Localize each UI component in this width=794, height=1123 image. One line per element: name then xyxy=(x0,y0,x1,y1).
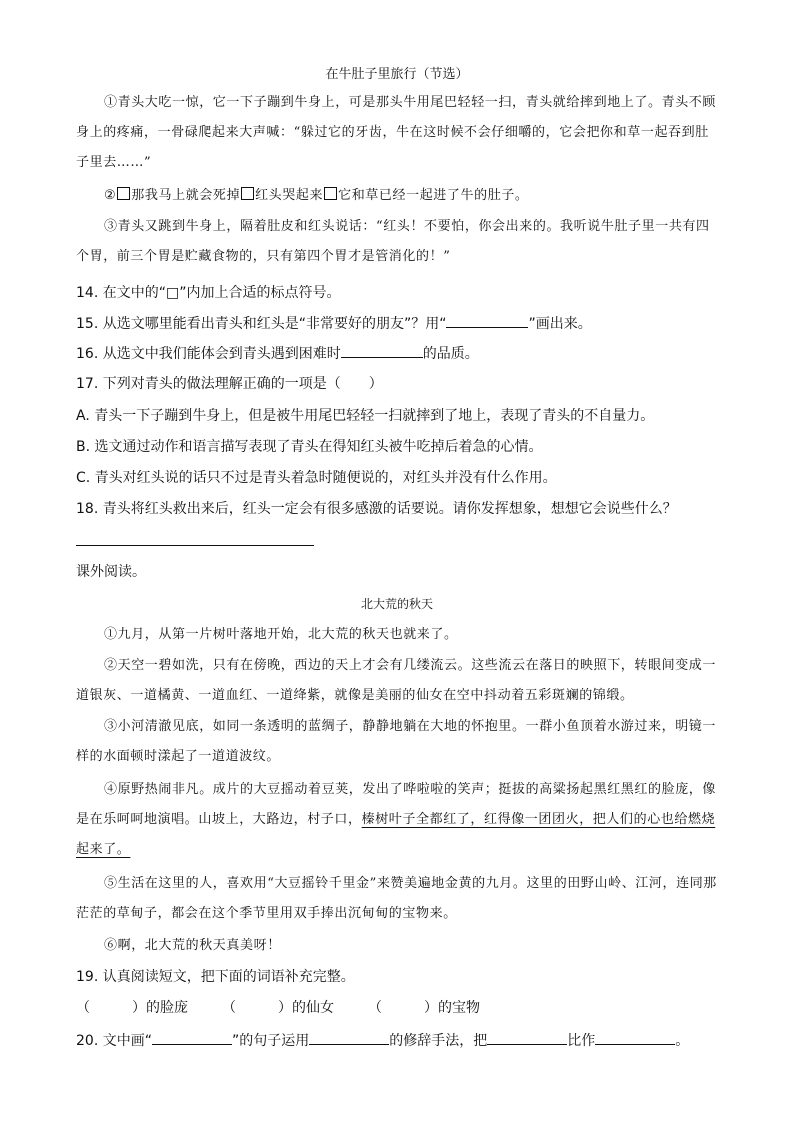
question-15: 15. 从选文哪里能看出青头和红头是“非常要好的朋友”？用“ ”画出来。 xyxy=(76,313,726,334)
fill-blank-2[interactable]: （ ）的仙女 xyxy=(222,1000,334,1016)
option-b[interactable]: B. 选文通过动作和语言描写表现了青头在得知红头被牛吃掉后着急的心情。 xyxy=(76,439,543,455)
answer-blank[interactable] xyxy=(152,1030,232,1045)
option-a[interactable]: A. 青头一下子蹦到牛身上，但是被牛用尾巴轻轻一扫就摔到了地上，表现了青头的不自量力。 xyxy=(76,408,655,424)
passage1-paragraph-3: ③青头又跳到牛身上，隔着肚皮和红头说话：“红头！不要怕，你会出来的。我听说牛肚子里一共有四个胃，前三个胃是贮藏食物的，只有第四个胃才是管消化的！” xyxy=(76,219,710,264)
answer-blank[interactable] xyxy=(595,1030,675,1045)
option-c[interactable]: C. 青头对红头说的话只不过是青头着急时随便说的，对红头并没有什么作用。 xyxy=(76,470,557,486)
question-18: 18. 青头将红头救出来后，红头一定会有很多感激的话要说。请你发挥想象，想想它会说些什么？ xyxy=(76,501,677,517)
blank-box[interactable] xyxy=(117,187,130,200)
passage1-paragraph-2: ② 那我马上就会死掉 红头哭起来 它和草已经一起进了牛的肚子。 xyxy=(104,188,529,203)
passage1-paragraph-1: ①青头大吃一惊，它一下子蹦到牛身上，可是那头牛用尾巴轻轻一扫，青头就给摔到地上了。青头不顾身上的疼痛，一骨碌爬起来大声喊：“躲过它的牙齿，牛在这时候不会仔细嚼的，它会把你和草一起吞到肚子里去……” xyxy=(76,95,717,170)
passage2-paragraph-3: ③小河清澈见底，如同一条透明的蓝绸子，静静地躺在大地的怀抱里。一群小鱼顶着水游过来，明镜一样的水面顿时漾起了一道道波纹。 xyxy=(76,719,717,764)
question-19-fills xyxy=(76,998,726,1018)
passage2-paragraph-2: ②天空一碧如洗，只有在傍晚，西边的天上才会有几缕流云。这些流云在落日的映照下，转眼间变成一道银灰、一道橘黄、一道血红、一道绛紫，就像是美丽的仙女在空中抖动着五彩斑斓的锦缎。 xyxy=(76,658,717,703)
passage1-title: 在牛肚子里旅行（节选） xyxy=(325,67,469,82)
answer-blank[interactable] xyxy=(309,1030,389,1045)
answer-blank[interactable] xyxy=(446,313,528,328)
question-16: 16. 从选文中我们能体会到青头遇到困难时 的品质。 xyxy=(76,343,726,364)
answer-blank[interactable] xyxy=(341,343,423,358)
passage2-paragraph-1: ①九月，从第一片树叶落地开始，北大荒的秋天也就来了。 xyxy=(104,627,458,642)
question-14: 14. 在文中的“□”内加上合适的标点符号。 xyxy=(76,285,341,301)
fill-blank-3[interactable]: （ ）的宝物 xyxy=(368,1000,480,1016)
passage2-title: 北大荒的秋天 xyxy=(360,597,433,611)
passage2-paragraph-4: ④原野热闹非凡。成片的大豆摇动着豆荚，发出了哗啦啦的笑声；挺拔的高粱扬起黑红黑红的脸庞，像是在乐呵呵地演唱。山坡上，大路边，村子口，榛树叶子全都红了，红得像一团团火，把人们的心也给燃烧起来了。 xyxy=(76,782,717,857)
answer-line[interactable] xyxy=(76,545,314,546)
underlined-sentence: 榛树叶子全都红了，红得像一团团火，把人们的心也给燃烧起来了。 xyxy=(76,812,716,857)
passage2-paragraph-5: ⑤生活在这里的人，喜欢用“大豆摇铃千里金”来赞美遍地金黄的九月。这里的田野山岭、江河，连同那茫茫的草甸子，都会在这个季节里用双手捧出沉甸甸的宝物来。 xyxy=(76,876,717,921)
question-17: 17. 下列对青头的做法理解正确的一项是（ ） xyxy=(76,376,383,392)
question-19: 19. 认真阅读短文，把下面的词语补充完整。 xyxy=(76,969,355,985)
fill-blank-1[interactable]: （ ）的脸庞 xyxy=(76,1000,188,1016)
answer-blank[interactable] xyxy=(487,1030,567,1045)
blank-box[interactable] xyxy=(241,187,254,200)
passage2-paragraph-6: ⑥啊，北大荒的秋天真美呀！ xyxy=(104,938,281,953)
section-label: 课外阅读。 xyxy=(76,564,146,580)
blank-box[interactable] xyxy=(324,187,337,200)
question-20: 20. 文中画“ ”的句子运用 的修辞手法，把 比作 。 xyxy=(76,1030,726,1051)
